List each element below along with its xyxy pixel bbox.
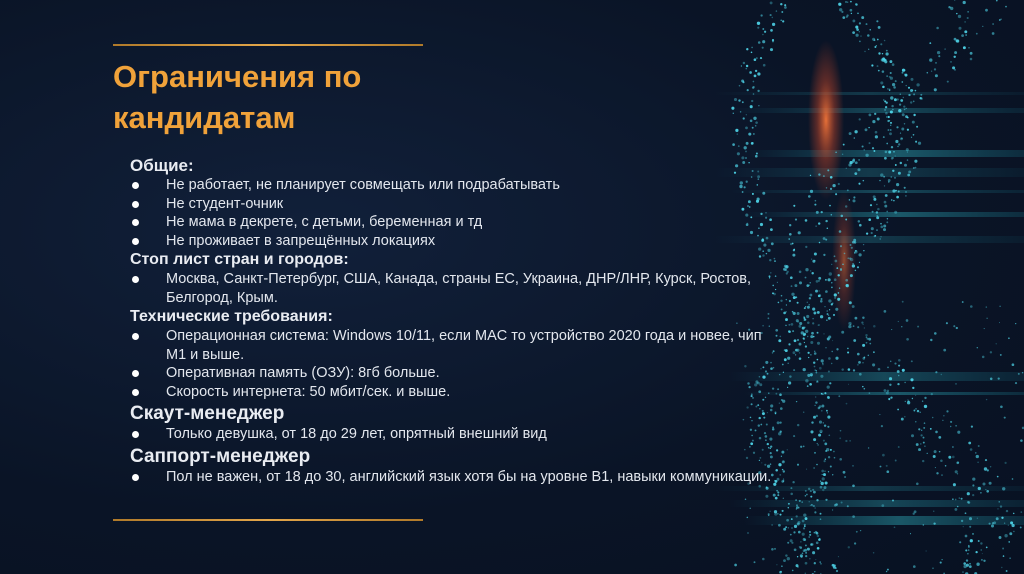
bullet-icon: [132, 370, 139, 377]
section-general: [130, 156, 780, 250]
section-heading: Общие:: [130, 156, 194, 175]
section-heading: Стоп лист стран и городов:: [130, 251, 349, 268]
bullet-list: [130, 270, 780, 307]
bullet-icon: [132, 431, 139, 438]
list-item: Скорость интернета: 50 мбит/сек. и выше.: [130, 383, 780, 402]
list-item: Москва, Санкт-Петербург, США, Канада, страны ЕС, Украина, ДНР/ЛНР, Курск, Ростов, Белгород, Крым.: [130, 270, 780, 307]
bullet-icon: [132, 474, 139, 481]
page-title: Ограничения по кандидатам: [113, 59, 362, 135]
bullet-icon: [132, 276, 139, 283]
bullet-icon: [132, 201, 139, 208]
list-item: Оперативная память (ОЗУ): 8гб больше.: [130, 364, 780, 383]
bullet-list: [130, 176, 780, 250]
section-heading: Саппорт-менеджер: [130, 445, 311, 467]
bullet-icon: [132, 219, 139, 226]
bullet-icon: [132, 238, 139, 245]
list-item: Только девушка, от 18 до 29 лет, опрятный внешний вид: [130, 425, 780, 444]
list-item: Не мама в декрете, с детьми, беременная и тд: [130, 213, 780, 232]
section-heading: Технические требования:: [130, 308, 333, 325]
section-support-manager: [130, 446, 780, 487]
list-item: Не студент-очник: [130, 195, 780, 214]
list-item: Пол не важен, от 18 до 30, английский язык хотя бы на уровне В1, навыки коммуникации.: [130, 468, 780, 487]
section-tech-requirements: [130, 307, 780, 401]
list-item: Не проживает в запрещённых локациях: [130, 232, 780, 251]
bullet-list: [130, 327, 780, 401]
section-heading: Скаут-менеджер: [130, 403, 285, 424]
list-item: Не работает, не планирует совмещать или подрабатывать: [130, 176, 780, 195]
bottom-divider: [113, 519, 423, 521]
bullet-icon: [132, 333, 139, 340]
top-divider: [113, 44, 423, 46]
bullet-list: [130, 468, 780, 487]
section-stop-list: [130, 250, 780, 307]
section-scout-manager: [130, 403, 780, 444]
bullet-icon: [132, 182, 139, 189]
bullet-list: [130, 425, 780, 444]
bullet-icon: [132, 389, 139, 396]
content-body: [130, 156, 780, 486]
list-item: Операционная система: Windows 10/11, если MAC то устройство 2020 года и новее, чип М1 и выше.: [130, 327, 780, 364]
